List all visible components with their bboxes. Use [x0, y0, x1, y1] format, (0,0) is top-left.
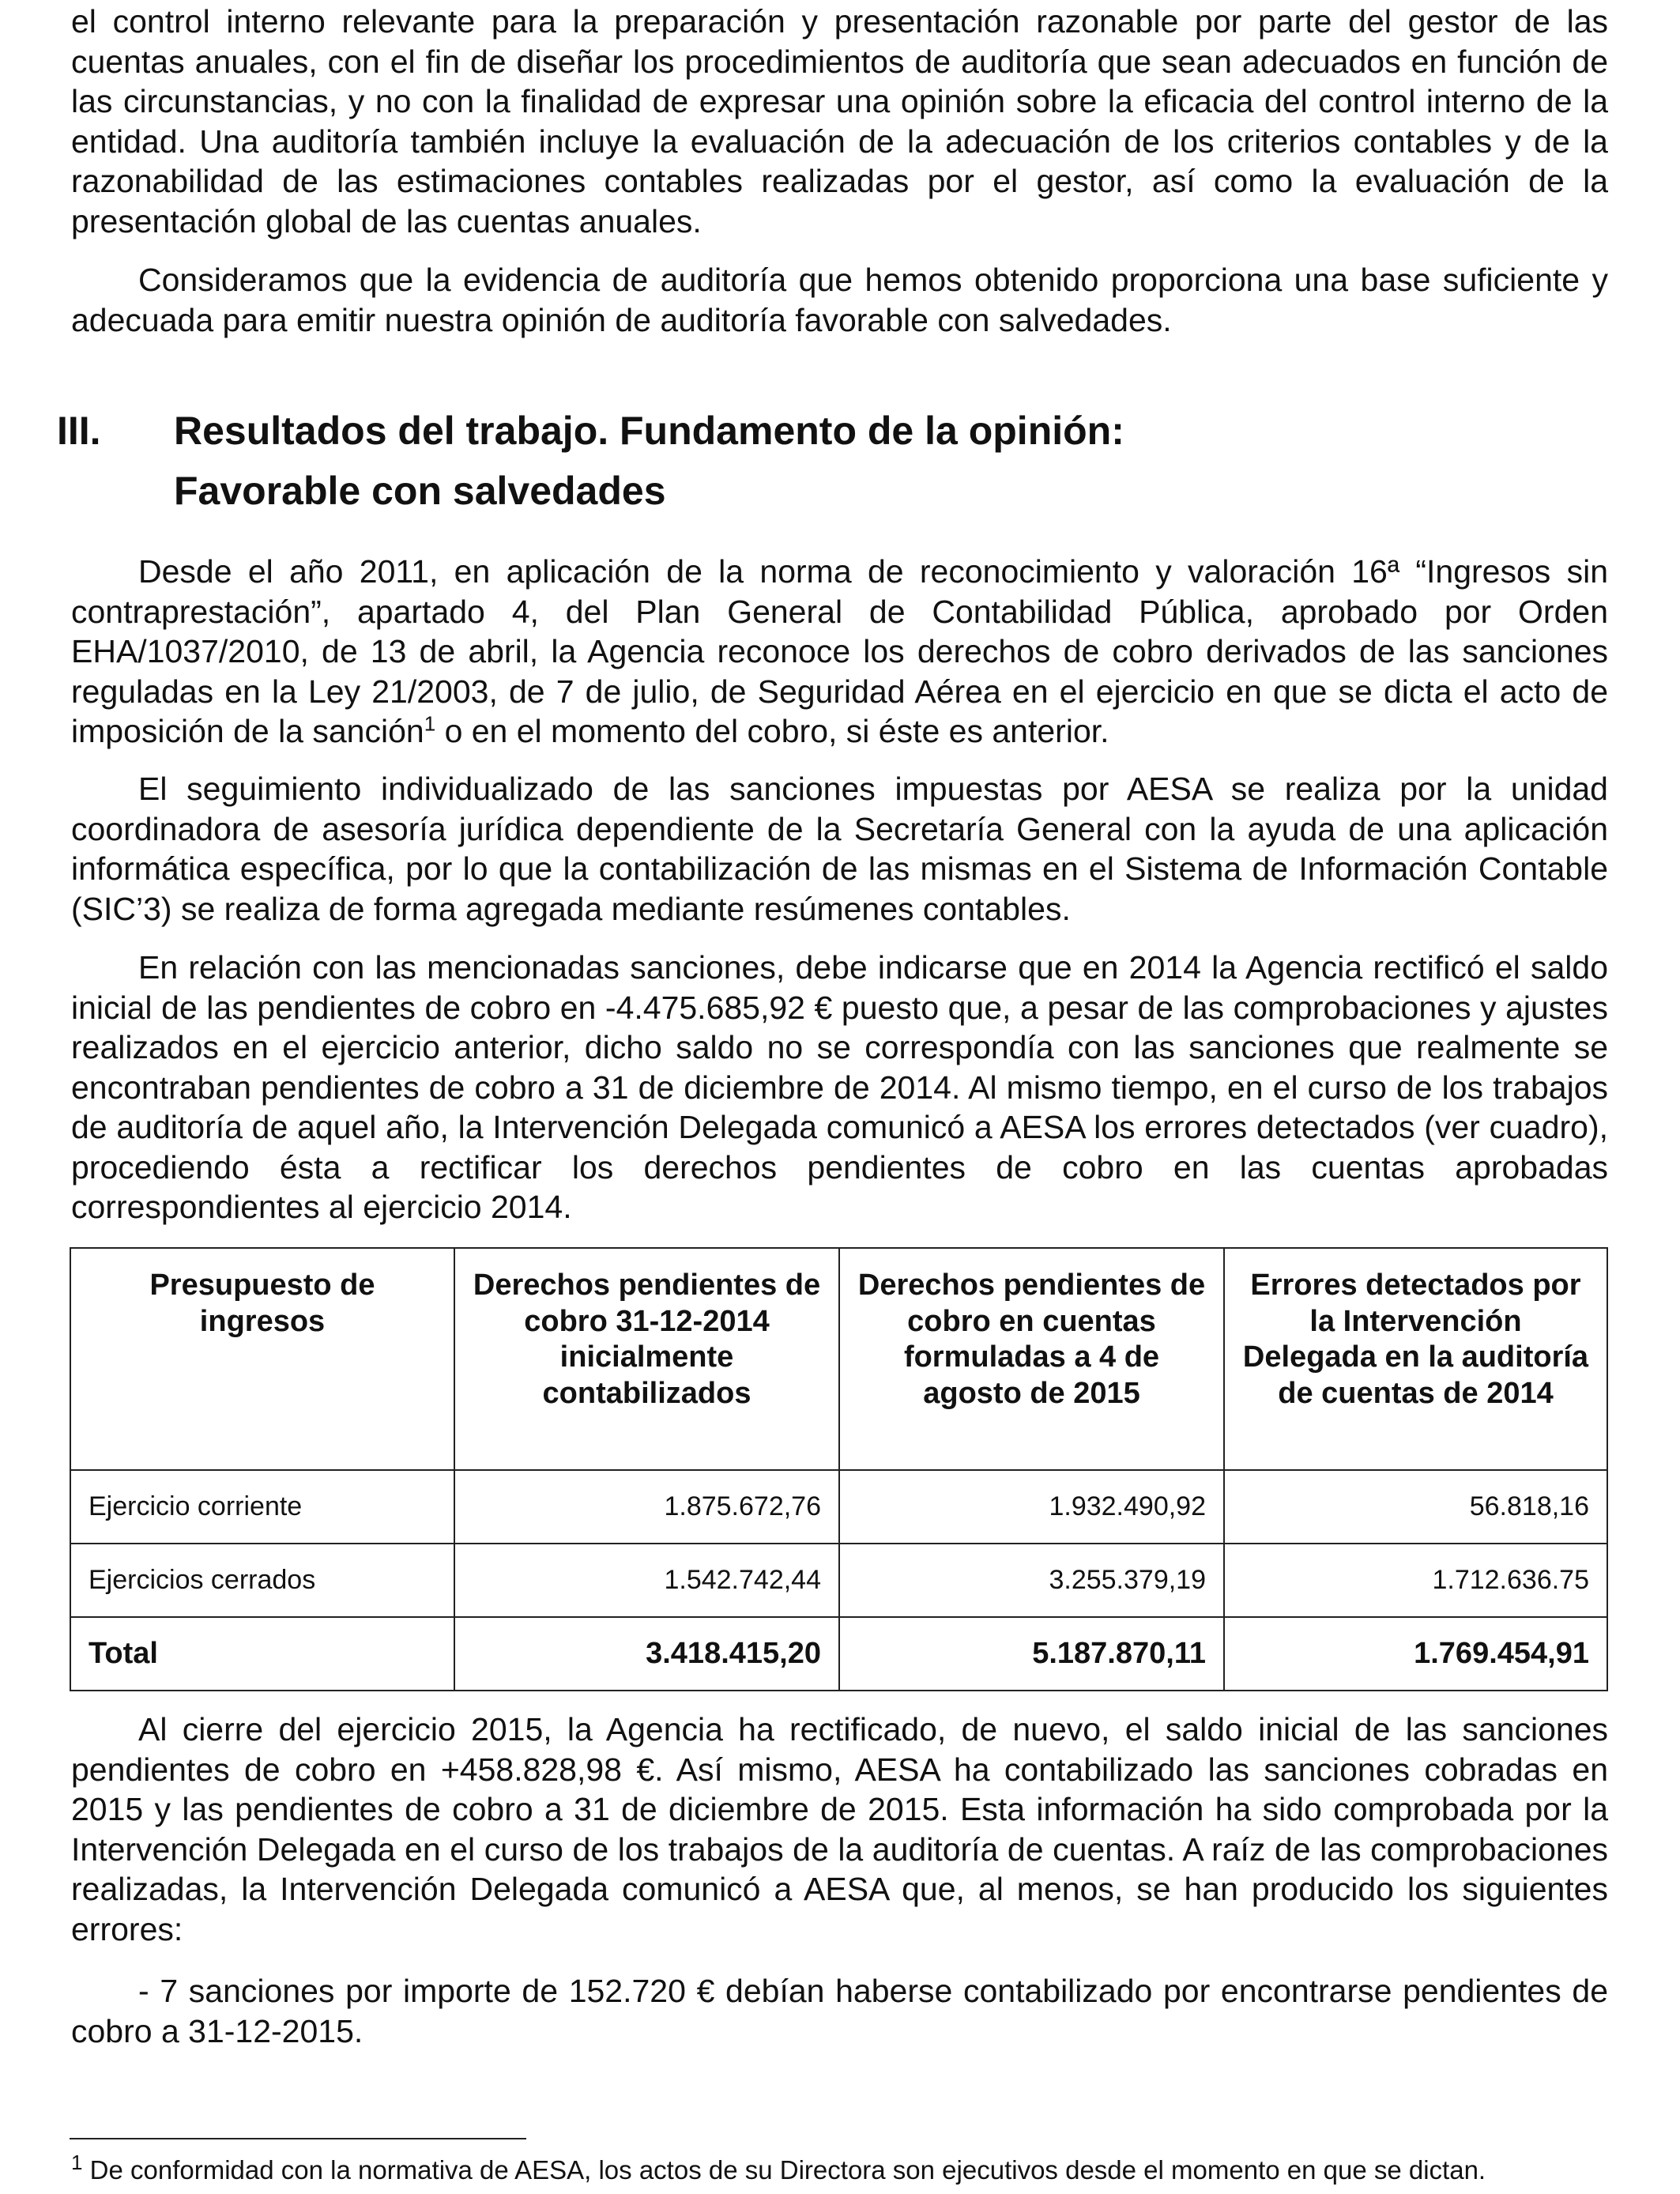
body-paragraph-1-end: o en el momento del cobro, si éste es anterior. — [435, 713, 1109, 749]
body-paragraph-2: El seguimiento individualizado de las sanciones impuestas por AESA se realiza por la unidad coordinadora de asesoría jurídica dependiente de la Secretaría General con la ayuda de una aplicación informática específica, por lo que la contabilización de las mismas en el Sistema de Información Contable (SIC’3) se realiza de forma agregada mediante resúmenes contables. — [71, 771, 1608, 927]
intro-paragraph-2: Consideramos que la evidencia de auditoría que hemos obtenido proporciona una base suficiente y adecuada para emitir nuestra opinión de auditoría favorable con salvedades. — [71, 262, 1608, 338]
table-cell: 5.187.870,11 — [839, 1617, 1224, 1691]
table-row-label: Total — [70, 1617, 454, 1691]
footnote-text: De conformidad con la normativa de AESA, los actos de su Directora son ejecutivos desde el momento en que se dictan. — [82, 2155, 1486, 2185]
table-cell: 1.875.672,76 — [454, 1470, 839, 1544]
body-paragraph-4: Al cierre del ejercicio 2015, la Agencia ha rectificado, de nuevo, el saldo inicial de las sanciones pendientes de cobro en +458.828,98 €. Así mismo, AESA ha contabilizado las sanciones cobradas en 2015 y las pendientes de cobro a 31 de diciembre de 2015. Esta información ha sido comprobada por la Intervención Delegada en el curso de los trabajos de la auditoría de cuentas. A raíz de las comprobaciones realizadas, la Intervención Delegada comunicó a AESA que, al menos, se han producido los siguientes errores: — [71, 1711, 1608, 1947]
table-total-row — [70, 1617, 1607, 1691]
table-row — [70, 1544, 1607, 1617]
section-number: III. — [57, 409, 101, 453]
error-list-item: - 7 sanciones por importe de 152.720 € debían haberse contabilizado por encontrarse pendientes de cobro a 31-12-2015. — [71, 1973, 1608, 2049]
footnote-divider — [70, 2138, 526, 2139]
table-cell: 1.712.636.75 — [1224, 1544, 1607, 1617]
table-cell: 3.255.379,19 — [839, 1544, 1224, 1617]
intro-paragraph-1: el control interno relevante para la preparación y presentación razonable por parte del gestor de las cuentas anuales, con el fin de diseñar los procedimientos de auditoría que sean adecuados en función de las circunstancias, y no con la finalidad de expresar una opinión sobre la eficacia del control interno de la entidad. Una auditoría también incluye la evaluación de la adecuación de los criterios contables y de la razonabilidad de las estimaciones contables realizadas por el gestor, así como la evaluación de la presentación global de las cuentas anuales. — [71, 3, 1608, 239]
body-paragraph-1-text: Desde el año 2011, en aplicación de la norma de reconocimiento y valoración 16ª “Ingresos sin contraprestación”, apartado 4, del Plan General de Contabilidad Pública, aprobado por Orden EHA/1037/2010, de 13 de abril, la Agencia reconoce los derechos de cobro derivados de las sanciones reguladas en la Ley 21/2003, de 7 de julio, de Seguridad Aérea en el ejercicio en que se dicta el acto de imposición de la sanción — [71, 553, 1608, 749]
table-cell: 1.769.454,91 — [1224, 1617, 1607, 1691]
table-cell: 1.542.742,44 — [454, 1544, 839, 1617]
footnote-number: 1 — [71, 2151, 83, 2174]
table-row-label: Ejercicios cerrados — [70, 1544, 454, 1617]
table-header-cell: Derechos pendientes de cobro en cuentas formuladas a 4 de agosto de 2015 — [839, 1248, 1224, 1470]
body-paragraph-1 — [71, 552, 1608, 752]
section-title-line-2: Favorable con salvedades — [174, 469, 666, 513]
table-cell: 3.418.415,20 — [454, 1617, 839, 1691]
section-title — [174, 401, 1359, 521]
footnote-reference: 1 — [424, 711, 436, 736]
table-row — [70, 1470, 1607, 1544]
table-header-cell: Presupuesto de ingresos — [70, 1248, 454, 1470]
table-cell: 1.932.490,92 — [839, 1470, 1224, 1544]
table-cell: 56.818,16 — [1224, 1470, 1607, 1544]
table-header-row — [70, 1248, 1607, 1470]
body-paragraph-3: En relación con las mencionadas sanciones, debe indicarse que en 2014 la Agencia rectificó el saldo inicial de las pendientes de cobro en -4.475.685,92 € puesto que, a pesar de las comprobaciones y ajustes realizados en el ejercicio anterior, dicho saldo no se correspondía con las sanciones que realmente se encontraban pendientes de cobro a 31 de diciembre de 2014. Al mismo tiempo, en el curso de los trabajos de auditoría de aquel año, la Intervención Delegada comunicó a AESA los errores detectados (ver cuadro), procediendo ésta a rectificar los derechos pendientes de cobro en las cuentas aprobadas correspondientes al ejercicio 2014. — [71, 949, 1608, 1225]
sanctions-table — [70, 1247, 1608, 1691]
footnote — [71, 2151, 1608, 2186]
table-header-cell: Errores detectados por la Intervención Delegada en la auditoría de cuentas de 2014 — [1224, 1248, 1607, 1470]
section-title-line-1: Resultados del trabajo. Fundamento de la opinión: — [174, 409, 1124, 453]
table-row-label: Ejercicio corriente — [70, 1470, 454, 1544]
table-header-cell: Derechos pendientes de cobro 31-12-2014 inicialmente contabilizados — [454, 1248, 839, 1470]
